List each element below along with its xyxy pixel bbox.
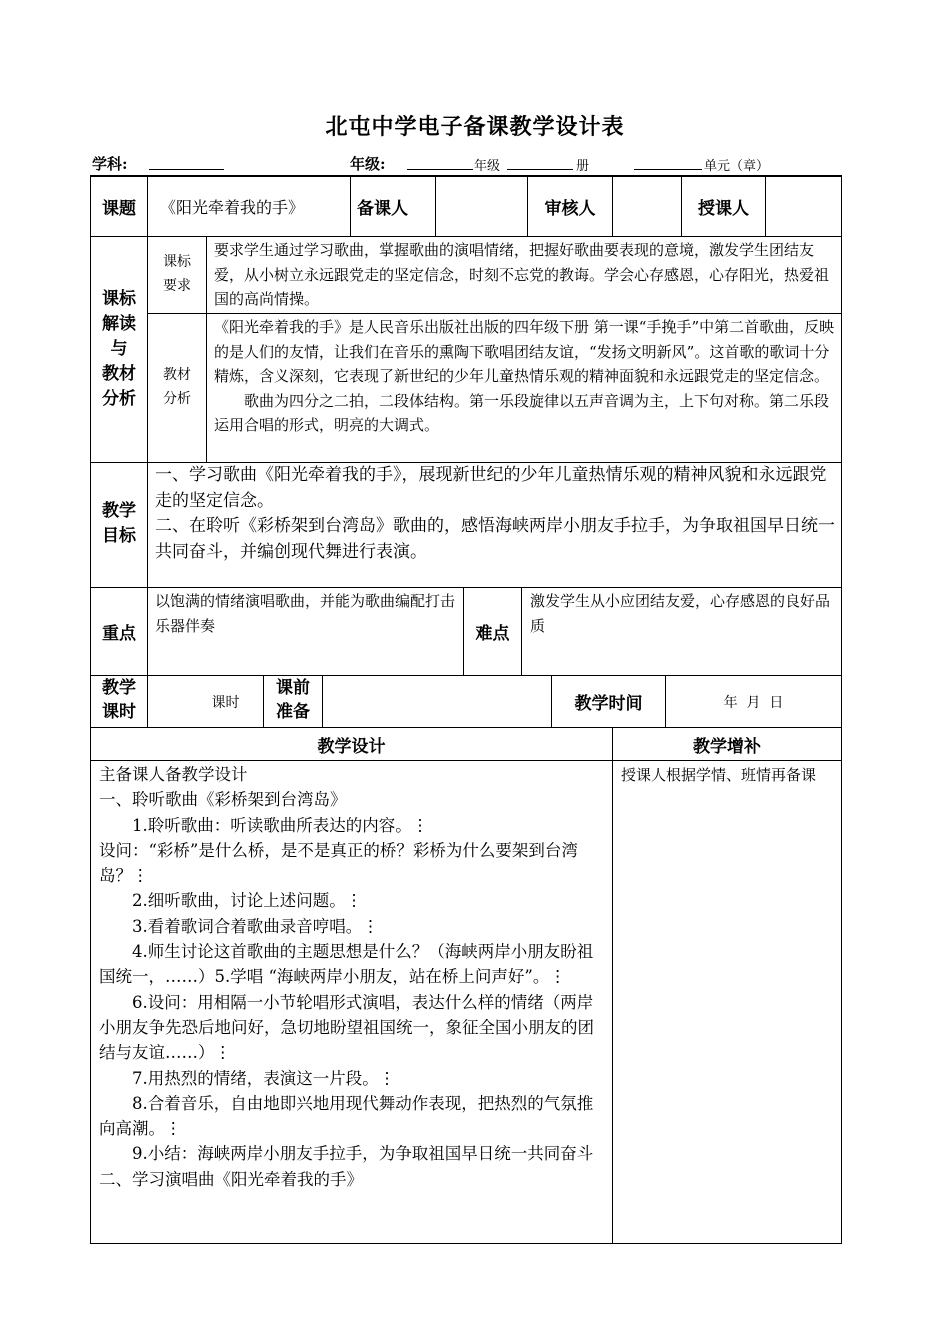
difficult-text: 激发学生从小应团结友爱，心存感恩的良好品质 xyxy=(530,592,831,635)
design-line: 6.设问：用相隔一小节轮唱形式演唱，表达什么样的情绪（两岸小朋友争先恐后地问好，急切地盼望祖国统一，象征全国小朋友的团结与友谊……）⋮ xyxy=(99,992,594,1063)
supplement-header: 教学增补 xyxy=(693,736,761,757)
difficult-label: 难点 xyxy=(475,624,510,644)
design-line: 设问：“彩桥”是什么桥，是不是真正的桥？彩桥为什么要架到台湾岛？⋮ xyxy=(99,840,578,886)
subject-field xyxy=(92,153,128,174)
subject-label: 学科: xyxy=(92,155,128,173)
design-body xyxy=(99,762,607,1242)
topic-label: 课题 xyxy=(102,199,136,219)
document-title: 北屯中学电子备课教学设计表 xyxy=(325,114,625,140)
time-label: 教学时间 xyxy=(574,694,643,714)
teacher-value xyxy=(766,177,841,236)
design-line: 9.小结：海峡两岸小朋友手拉手，为争取祖国早日统一共同奋斗 xyxy=(99,1144,594,1164)
topic-value: 《阳光牵着我的手》 xyxy=(160,198,305,217)
design-line: 3.看着歌词合着歌曲录音哼唱。⋮ xyxy=(99,916,379,936)
key-label: 重点 xyxy=(102,624,136,644)
design-line: 主备课人备教学设计 xyxy=(99,765,248,784)
analysis-section-label: 课标 解读 与 教材 分析 xyxy=(102,289,136,409)
design-header: 教学设计 xyxy=(317,736,386,757)
supplement-text: 授课人根据学情、班情再备课 xyxy=(621,766,817,784)
date-text: 年 月 日 xyxy=(723,694,784,711)
rule xyxy=(90,760,842,761)
preparer-value xyxy=(436,177,527,236)
rule xyxy=(841,175,842,1244)
volume-blank xyxy=(507,155,573,170)
rule xyxy=(612,727,613,1244)
meta-row xyxy=(92,153,842,175)
reviewer-value xyxy=(613,177,681,236)
material-paragraph: 歌曲为四分之二拍，二段体结构。第一乐段旋律以五声音调为主，上下句对称。第二乐段运用合唱的形式，明亮的大调式。 xyxy=(214,391,830,434)
rule xyxy=(206,236,207,463)
design-line: 7.用热烈的情绪，表演这一片段。⋮ xyxy=(99,1068,396,1088)
reviewer-label: 审核人 xyxy=(544,199,596,219)
design-line: 二、学习演唱曲《阳光牵着我的手》 xyxy=(99,1169,363,1189)
teacher-label: 授课人 xyxy=(698,199,749,219)
goals-label: 教学 目标 xyxy=(102,501,136,546)
grade-unit: 年级 xyxy=(474,159,501,174)
chapter-unit: 单元（章） xyxy=(704,159,770,174)
design-line: 2.细听歌曲，讨论上述问题。⋮ xyxy=(99,891,363,911)
key-text: 以饱满的情绪演唱歌曲，并能为歌曲编配打击乐器伴奏 xyxy=(155,592,456,635)
design-line: 1.聆听歌曲：听读歌曲所表达的内容。⋮ xyxy=(99,815,429,835)
chapter-blank xyxy=(634,155,702,170)
rule xyxy=(90,236,842,237)
design-line: 8.合着音乐，自由地即兴地用现代舞动作表现，把热烈的气氛推向高潮。⋮ xyxy=(99,1093,594,1139)
standard-label: 课标 要求 xyxy=(163,254,191,294)
design-line: 4.师生讨论这首歌曲的主题思想是什么？（海峡两岸小朋友盼祖国统一，……）5.学唱 “海峡两岸小朋友，站在桥上问声好”。⋮ xyxy=(99,942,594,987)
subject-blank xyxy=(149,155,224,170)
standard-text: 要求学生通过学习歌曲，掌握歌曲的演唱情绪，把握好歌曲要表现的意境，激发学生团结友爱，从小树立永远跟党走的坚定信念，时刻不忘党的教诲。学会心存感恩，心存阳光，热爱祖国的高尚情操。 xyxy=(214,241,830,308)
hours-label: 教学 课时 xyxy=(102,678,136,722)
material-paragraph: 《阳光牵着我的手》是人民音乐出版社出版的四年级下册 第一课“手挽手”中第二首歌曲，反映的是人们的友情，让我们在音乐的熏陶下歌唱团结友谊，“发扬文明新风”。这首歌的歌词十分精炼，含义深刻，它表现了新世纪的少年儿童热情乐观的精神面貌和永远跟党走的坚定信念。 xyxy=(214,318,835,385)
rule xyxy=(147,313,842,314)
grade-label: 年级: xyxy=(350,155,386,173)
prep-value xyxy=(323,676,551,727)
material-label: 教材 分析 xyxy=(163,367,191,407)
volume-unit: 册 xyxy=(576,159,590,174)
material-text xyxy=(214,315,836,462)
preparer-label: 备课人 xyxy=(357,199,408,219)
rule xyxy=(521,587,522,676)
design-line: 一、聆听歌曲《彩桥架到台湾岛》 xyxy=(99,790,347,810)
rule xyxy=(90,1243,842,1244)
grade-blank xyxy=(407,155,473,170)
rule xyxy=(147,462,148,676)
goals-text: 一、学习歌曲《阳光牵着我的手》，展现新世纪的少年儿童热情乐观的精神风貌和永远跟党走的坚定信念。 二、在聆听《彩桥架到台湾岛》歌曲的，感悟海峡两岸小朋友手拉手，为争取祖国早日统一共同奋斗，并编创现代舞进行表演。 xyxy=(155,465,835,562)
hours-unit: 课时 xyxy=(211,694,240,711)
prep-label: 课前 准备 xyxy=(276,678,310,722)
